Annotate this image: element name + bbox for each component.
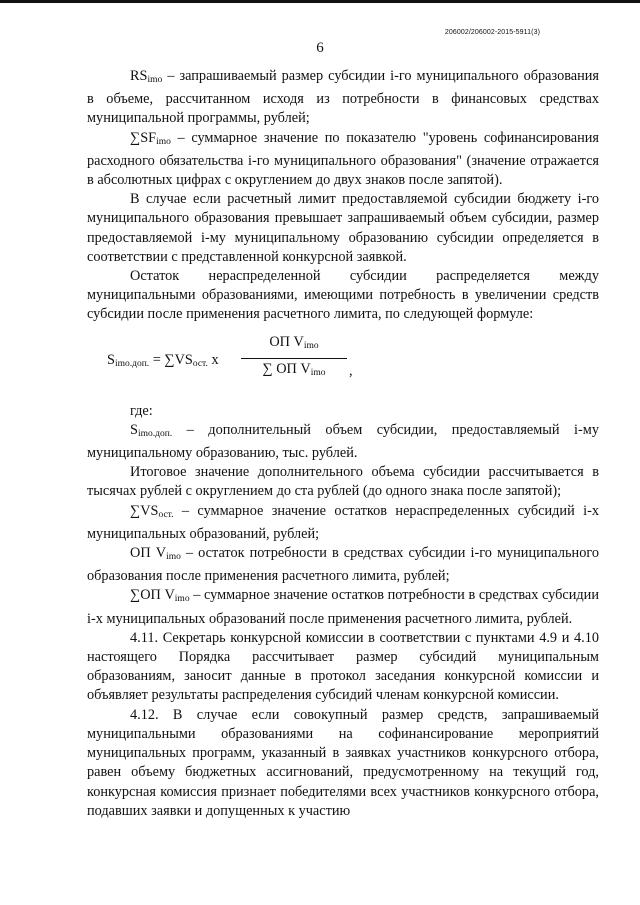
definition-sf [87,129,599,191]
paragraph-4-11: 4.11. Секретарь конкурсной комиссии в соответствии с пунктами 4.9 и 4.10 настоящего Порядка рассчитывает размер субсидий муниципальным образованиям, заносит данные в протокол заседания конкурсной комиссии и объявляет результаты распределения субсидий членам конкурсной комиссии. [87,629,599,704]
definition-s-additional [87,421,599,463]
numerator-subscript: imo [303,340,319,351]
formula-fraction [239,333,349,383]
sop-text: – суммарное значение остатков потребности в средствах субсидии i-х муниципальных образований после применения расчетного лимита, рублей. [87,587,599,627]
paragraph-remainder: Остаток нераспределенной субсидии распределяется между муниципальными образованиями, имеющими потребность в увеличении средств субсидии после применения расчетного лимита, по следующей формуле: [87,268,599,323]
sop-symbol: ∑ОП V [130,587,175,604]
definition-vs [87,502,599,544]
vs-subscript: ост. [158,509,174,520]
formula-vs-subscript: ост. [192,358,208,369]
formula-comma: , [349,362,353,379]
formula-lhs-symbol: S [107,351,115,368]
document-id: 206002/206002-2015-5911(3) [444,29,540,36]
definition-op [87,544,599,586]
formula-times: x [211,351,219,368]
where-label: где: [130,402,153,419]
spacer [87,393,599,402]
sf-text: – суммарное значение по показателю "уровень софинансирования расходного обязательства i-го муниципального образования" (значение отражается в абсолютных цифрах с округлением до двух знаков после запятой). [87,129,599,189]
definition-rs [87,67,599,129]
distribution-formula [87,329,599,389]
formula-sum-vs: = ∑VS [152,351,193,368]
formula-lhs-subscript: imo.доп. [114,358,150,369]
op-symbol: ОП V [130,545,167,562]
formula-numerator [239,333,349,358]
total-value-note: Итоговое значение дополнительного объема субсидии рассчитывается в тысячах рублей с округлением до ста рублей (до одного знака после запятой); [87,464,599,500]
numerator-text: ОП V [269,333,304,350]
rs-symbol: RS [130,68,148,84]
page-body [87,67,599,821]
top-border-line [0,0,640,3]
sf-subscript: imo [156,136,171,147]
paragraph-4-12: 4.12. В случае если совокупный размер средств, запрашиваемый муниципальными образованиями на софинансирование мероприятий муниципальных программ, указанный в заявках участников конкурсного отбора, равен объему бюджетных ассигнований, предусмотренному на текущий год, конкурсная комиссия признает победителями всех участников конкурсного отбора, подавших заявки и допущенных к участию [87,706,599,819]
vs-text: – суммарное значение остатков нераспределенных субсидий i-х муниципальных образований, рублей; [87,502,600,542]
formula-denominator [239,359,349,383]
s-symbol: S [130,421,138,438]
paragraph-limit: В случае если расчетный лимит предоставляемой субсидии бюджету i-го муниципального образования превышает запрашиваемый объем субсидии, размер предоставляемой i-му муниципальному образованию субсидии определяется в соответствии с представленной конкурсной заявкой. [87,191,599,265]
s-subscript: imo.доп. [137,428,173,439]
rs-text: – запрашиваемый размер субсидии i-го муниципального образования в объеме, рассчитанном исходя из потребности в финансовых средствах муниципальной программы, рублей; [87,68,600,127]
formula-left-side [107,351,219,374]
sop-subscript: imo [174,594,190,605]
denominator-subscript: imo [310,367,326,378]
sf-symbol: ∑SF [130,129,157,146]
op-subscript: imo [166,552,181,563]
s-text: – дополнительный объем субсидии, предоставляемый i-му муниципальному образованию, тыс. рублей. [87,421,599,462]
op-text: – остаток потребности в средствах субсидии i-го муниципального образования после применения расчетного лимита, рублей; [87,545,599,585]
denominator-text: ∑ ОП V [262,360,311,377]
rs-subscript: imo [147,75,163,85]
vs-symbol: ∑VS [130,502,159,519]
page-number: 6 [316,40,324,56]
definition-sum-op [87,586,599,628]
